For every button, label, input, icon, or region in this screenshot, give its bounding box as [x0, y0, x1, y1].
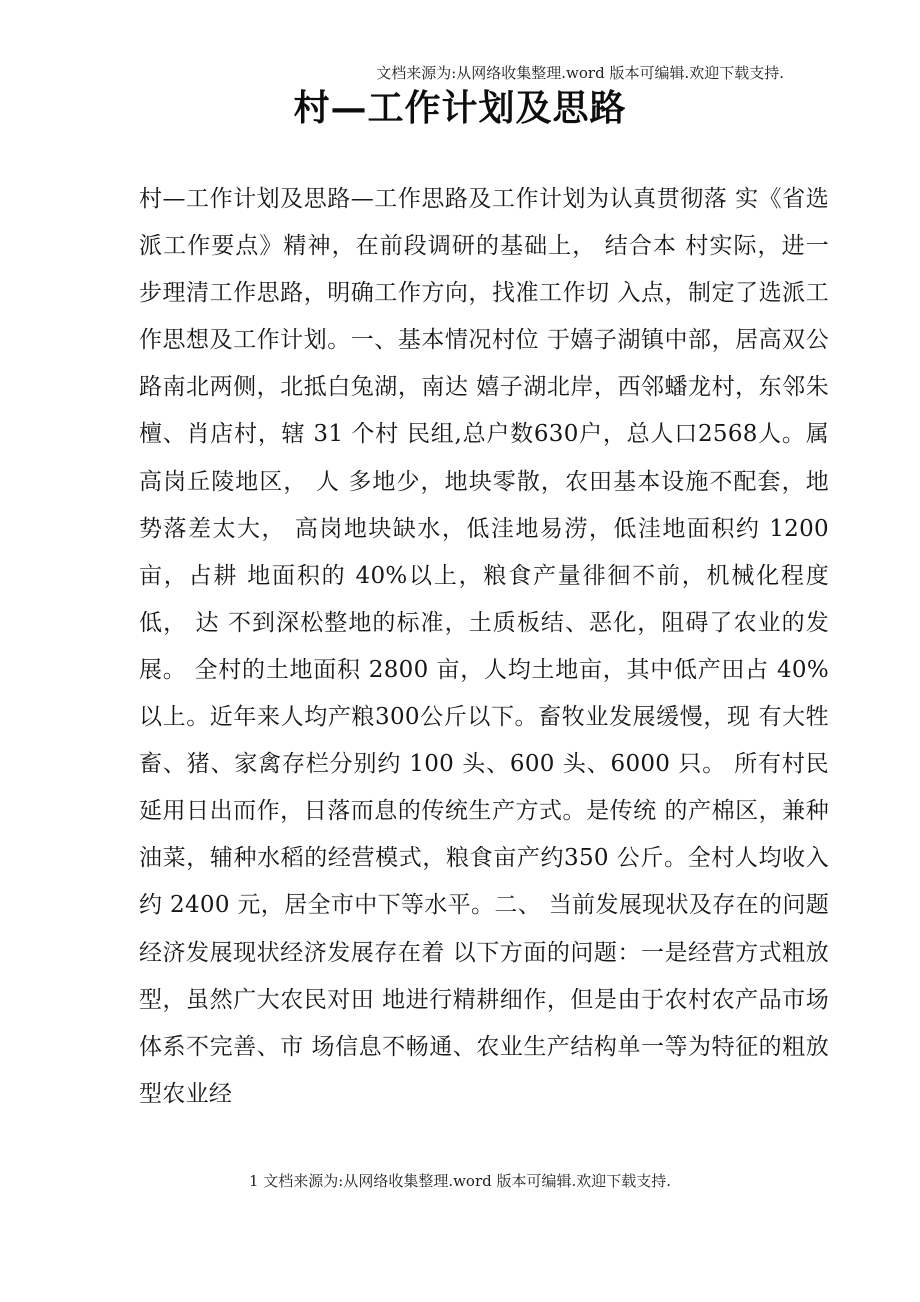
- footer: [0, 1170, 920, 1191]
- footer-source-note: 文档来源为:从网络收集整理.word 版本可编辑.欢迎下载支持.: [263, 1172, 672, 1190]
- header-source-note: 文档来源为:从网络收集整理.word 版本可编辑.欢迎下载支持.: [376, 64, 784, 82]
- page-title: 村—工作计划及思路: [293, 87, 627, 129]
- page-number: 1: [248, 1172, 259, 1190]
- body-paragraph: 村—工作计划及思路—工作思路及工作计划为认真贯彻落 实《省选派工作要点》精神，在前段调研的基础上， 结合本 村实际，进一步理清工作思路，明确工作方向，找准工作切 入点，制定了选派工作思想及工作计划。一、基本情况村位 于嬉子湖镇中部，居高双公路南北两侧，北抵白兔湖，南达 嬉子湖北岸，西邻蟠龙村，东邻朱檀、肖店村，辖 31 个村 民组,总户数630户，总人口2568人。属高岗丘陵地区， 人 多地少，地块零散，农田基本设施不配套，地势落差太大， 高岗地块缺水，低洼地易涝，低洼地面积约 1200 亩，占耕 地面积的 40%以上，粮食产量徘徊不前，机械化程度低， 达 不到深松整地的标准，土质板结、恶化，阻碍了农业的发展。 全村的土地面积 2800 亩，人均土地亩，其中低产田占 40% 以上。近年来人均产粮300公斤以下。畜牧业发展缓慢，现 有大牲畜、猪、家禽存栏分别约 100 头、600 头、6000 只。 所有村民延用日出而作，日落而息的传统生产方式。是传统 的产棉区，兼种油菜，辅种水稻的经营模式，粮食亩产约350 公斤。全村人均收入约 2400 元，居全市中下等水平。二、 当前发展现状及存在的问题经济发展现状经济发展存在着 以下方面的问题：一是经营方式粗放型，虽然广大农民对田 地进行精耕细作，但是由于农村农产品市场体系不完善、市 场信息不畅通、农业生产结构单一等为特征的粗放型农业经: [139, 186, 829, 1107]
